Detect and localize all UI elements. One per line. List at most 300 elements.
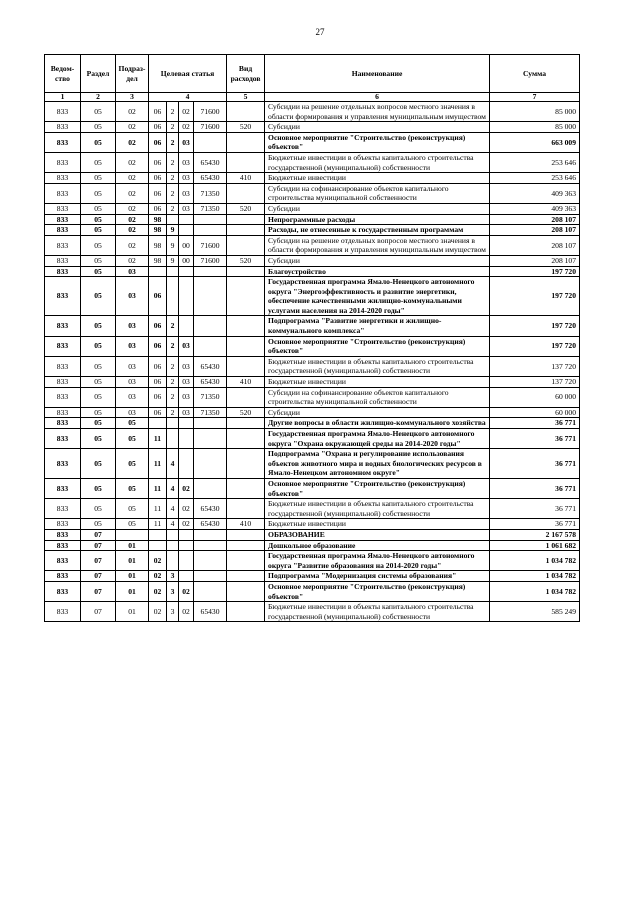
column-number-row — [45, 93, 580, 102]
cell-target-direction: 71350 — [194, 183, 227, 203]
cell-vid-raskhodov — [227, 581, 265, 601]
cell-target-activity: 03 — [179, 407, 194, 418]
cell-target-subprogram: 2 — [167, 336, 179, 356]
cell-target-activity: 02 — [179, 581, 194, 601]
col-header-naimenovanie: Наименование — [265, 55, 490, 93]
cell-razdel: 05 — [81, 132, 116, 152]
cell-target-subprogram: 9 — [167, 225, 179, 236]
table-row — [45, 102, 580, 122]
cell-target-program: 06 — [149, 203, 167, 214]
table-row — [45, 602, 580, 622]
col-header-ved: Ведом-ство — [45, 55, 81, 93]
cell-podrazdel: 01 — [116, 571, 149, 582]
cell-podrazdel: 01 — [116, 540, 149, 551]
cell-ved: 833 — [45, 581, 81, 601]
cell-summa: 409 363 — [490, 183, 580, 203]
cell-target-subprogram: 2 — [167, 387, 179, 407]
cell-naimenovanie: Субсидии на решение отдельных вопросов местного значения в области формирования и управления муниципальным имуществом — [265, 102, 490, 122]
cell-podrazdel: 02 — [116, 183, 149, 203]
cell-razdel: 05 — [81, 102, 116, 122]
column-number: 6 — [265, 93, 490, 102]
cell-razdel: 05 — [81, 225, 116, 236]
cell-summa: 36 771 — [490, 418, 580, 429]
cell-ved: 833 — [45, 529, 81, 540]
cell-target-activity — [179, 316, 194, 336]
cell-vid-raskhodov — [227, 499, 265, 519]
cell-razdel: 05 — [81, 387, 116, 407]
cell-target-program: 06 — [149, 132, 167, 152]
cell-naimenovanie: Бюджетные инвестиции в объекты капитального строительства государственной (муниципальной) собственности — [265, 152, 490, 172]
cell-target-direction — [194, 214, 227, 225]
cell-ved: 833 — [45, 499, 81, 519]
cell-ved: 833 — [45, 429, 81, 449]
cell-target-subprogram — [167, 214, 179, 225]
cell-summa: 36 771 — [490, 499, 580, 519]
cell-summa: 1 061 682 — [490, 540, 580, 551]
cell-summa: 208 107 — [490, 255, 580, 266]
cell-target-activity — [179, 429, 194, 449]
table-row — [45, 519, 580, 530]
cell-target-program: 02 — [149, 602, 167, 622]
cell-target-activity — [179, 529, 194, 540]
cell-naimenovanie: Субсидии — [265, 203, 490, 214]
cell-vid-raskhodov — [227, 429, 265, 449]
cell-target-program: 06 — [149, 377, 167, 388]
cell-target-program: 06 — [149, 122, 167, 133]
cell-vid-raskhodov — [227, 449, 265, 479]
table-row — [45, 266, 580, 277]
cell-target-subprogram: 2 — [167, 122, 179, 133]
cell-ved: 833 — [45, 152, 81, 172]
cell-target-program — [149, 418, 167, 429]
cell-summa: 663 009 — [490, 132, 580, 152]
cell-target-program: 98 — [149, 225, 167, 236]
table-row — [45, 356, 580, 376]
cell-ved: 833 — [45, 255, 81, 266]
cell-razdel: 07 — [81, 551, 116, 571]
cell-target-subprogram: 2 — [167, 132, 179, 152]
cell-summa: 197 720 — [490, 316, 580, 336]
cell-target-direction — [194, 529, 227, 540]
cell-target-direction — [194, 132, 227, 152]
cell-target-activity — [179, 225, 194, 236]
cell-ved: 833 — [45, 602, 81, 622]
cell-razdel: 05 — [81, 407, 116, 418]
cell-naimenovanie: Основное мероприятие "Строительство (реконструкция) объектов" — [265, 581, 490, 601]
cell-podrazdel: 03 — [116, 407, 149, 418]
cell-razdel: 05 — [81, 255, 116, 266]
cell-vid-raskhodov — [227, 336, 265, 356]
column-number: 7 — [490, 93, 580, 102]
cell-vid-raskhodov — [227, 235, 265, 255]
column-number: 3 — [116, 93, 149, 102]
cell-summa: 197 720 — [490, 277, 580, 316]
cell-razdel: 05 — [81, 152, 116, 172]
cell-target-activity: 02 — [179, 122, 194, 133]
cell-naimenovanie: Субсидии на софинансирование объектов капитального строительства муниципальной собственности — [265, 387, 490, 407]
cell-summa: 1 034 782 — [490, 581, 580, 601]
cell-target-program — [149, 266, 167, 277]
cell-vid-raskhodov — [227, 571, 265, 582]
table-row — [45, 225, 580, 236]
cell-razdel: 07 — [81, 529, 116, 540]
cell-razdel: 05 — [81, 449, 116, 479]
cell-naimenovanie: Государственная программа Ямало-Ненецкого автономного округа "Охрана окружающей среды на 2014-2020 годы" — [265, 429, 490, 449]
table-row — [45, 336, 580, 356]
table-row — [45, 152, 580, 172]
cell-target-direction — [194, 316, 227, 336]
table-row — [45, 499, 580, 519]
cell-vid-raskhodov — [227, 266, 265, 277]
cell-target-activity: 03 — [179, 336, 194, 356]
cell-target-subprogram: 4 — [167, 449, 179, 479]
column-number: 5 — [227, 93, 265, 102]
cell-target-activity: 03 — [179, 356, 194, 376]
cell-naimenovanie: Основное мероприятие "Строительство (реконструкция) объектов" — [265, 478, 490, 498]
cell-razdel: 05 — [81, 356, 116, 376]
cell-vid-raskhodov — [227, 132, 265, 152]
cell-target-direction: 65430 — [194, 356, 227, 376]
cell-vid-raskhodov — [227, 356, 265, 376]
cell-target-subprogram: 9 — [167, 235, 179, 255]
cell-podrazdel: 02 — [116, 102, 149, 122]
cell-podrazdel: 01 — [116, 581, 149, 601]
table-row — [45, 529, 580, 540]
column-number: 1 — [45, 93, 81, 102]
cell-target-activity — [179, 266, 194, 277]
cell-target-subprogram — [167, 266, 179, 277]
cell-vid-raskhodov — [227, 277, 265, 316]
cell-summa: 85 000 — [490, 102, 580, 122]
cell-target-program: 98 — [149, 214, 167, 225]
cell-vid-raskhodov — [227, 214, 265, 225]
cell-target-subprogram: 2 — [167, 102, 179, 122]
cell-target-subprogram: 3 — [167, 602, 179, 622]
cell-target-activity — [179, 449, 194, 479]
cell-ved: 833 — [45, 387, 81, 407]
cell-target-direction — [194, 277, 227, 316]
table-row — [45, 277, 580, 316]
cell-podrazdel: 02 — [116, 122, 149, 133]
cell-target-activity — [179, 277, 194, 316]
cell-target-subprogram — [167, 429, 179, 449]
cell-target-direction — [194, 225, 227, 236]
cell-naimenovanie: Дошкольное образование — [265, 540, 490, 551]
cell-razdel: 05 — [81, 235, 116, 255]
cell-target-activity: 03 — [179, 152, 194, 172]
cell-razdel: 07 — [81, 581, 116, 601]
header-row — [45, 55, 580, 93]
cell-naimenovanie: Государственная программа Ямало-Ненецкого автономного округа "Энергоэффективность и развитие энергетики, обеспечение качественными жилищно-коммунальными услугами населения на 2014-2020 годы" — [265, 277, 490, 316]
cell-target-activity: 02 — [179, 602, 194, 622]
budget-table — [44, 54, 580, 622]
cell-summa: 1 034 782 — [490, 571, 580, 582]
cell-target-program: 06 — [149, 356, 167, 376]
cell-razdel: 05 — [81, 336, 116, 356]
column-number: 4 — [149, 93, 227, 102]
cell-target-direction — [194, 478, 227, 498]
cell-target-activity — [179, 571, 194, 582]
cell-target-subprogram — [167, 418, 179, 429]
cell-razdel: 05 — [81, 377, 116, 388]
cell-target-program: 06 — [149, 173, 167, 184]
cell-naimenovanie: Субсидии на решение отдельных вопросов местного значения в области формирования и управления муниципальным имуществом — [265, 235, 490, 255]
cell-target-activity: 00 — [179, 255, 194, 266]
cell-target-direction: 65430 — [194, 519, 227, 530]
cell-podrazdel: 01 — [116, 551, 149, 571]
cell-naimenovanie: Субсидии — [265, 122, 490, 133]
cell-ved: 833 — [45, 203, 81, 214]
cell-podrazdel: 02 — [116, 173, 149, 184]
cell-podrazdel: 05 — [116, 449, 149, 479]
cell-naimenovanie: Расходы, не отнесенные к государственным программам — [265, 225, 490, 236]
cell-target-program: 11 — [149, 519, 167, 530]
cell-target-activity: 02 — [179, 478, 194, 498]
cell-target-direction: 71600 — [194, 122, 227, 133]
cell-target-subprogram: 4 — [167, 499, 179, 519]
cell-razdel: 05 — [81, 173, 116, 184]
table-row — [45, 407, 580, 418]
cell-razdel: 05 — [81, 316, 116, 336]
table-row — [45, 214, 580, 225]
table-row — [45, 132, 580, 152]
cell-target-activity: 00 — [179, 235, 194, 255]
table-row — [45, 183, 580, 203]
cell-vid-raskhodov — [227, 152, 265, 172]
cell-ved: 833 — [45, 316, 81, 336]
cell-naimenovanie: Основное мероприятие "Строительство (реконструкция) объектов" — [265, 132, 490, 152]
cell-target-direction: 65430 — [194, 377, 227, 388]
cell-target-activity: 03 — [179, 377, 194, 388]
cell-target-activity: 03 — [179, 132, 194, 152]
cell-target-program: 11 — [149, 478, 167, 498]
cell-razdel: 07 — [81, 571, 116, 582]
cell-summa: 36 771 — [490, 478, 580, 498]
cell-ved: 833 — [45, 235, 81, 255]
cell-target-program: 06 — [149, 316, 167, 336]
table-row — [45, 581, 580, 601]
cell-vid-raskhodov: 410 — [227, 173, 265, 184]
cell-target-direction: 71600 — [194, 255, 227, 266]
table-row — [45, 540, 580, 551]
table-row — [45, 316, 580, 336]
cell-target-subprogram: 4 — [167, 519, 179, 530]
col-header-vid-raskhodov: Вид расходов — [227, 55, 265, 93]
cell-target-program — [149, 540, 167, 551]
cell-target-direction: 71350 — [194, 387, 227, 407]
cell-summa: 137 720 — [490, 377, 580, 388]
cell-target-subprogram: 2 — [167, 356, 179, 376]
cell-razdel: 05 — [81, 122, 116, 133]
cell-target-subprogram — [167, 529, 179, 540]
cell-target-program: 06 — [149, 387, 167, 407]
cell-target-subprogram: 3 — [167, 571, 179, 582]
cell-summa: 36 771 — [490, 519, 580, 530]
col-header-podrazdel: Подраз-дел — [116, 55, 149, 93]
cell-razdel: 05 — [81, 183, 116, 203]
cell-target-direction — [194, 581, 227, 601]
cell-target-direction: 65430 — [194, 499, 227, 519]
table-row — [45, 429, 580, 449]
cell-target-activity — [179, 540, 194, 551]
cell-target-direction: 71600 — [194, 235, 227, 255]
cell-target-direction: 71600 — [194, 102, 227, 122]
cell-summa: 253 646 — [490, 173, 580, 184]
cell-vid-raskhodov — [227, 102, 265, 122]
cell-target-program: 06 — [149, 277, 167, 316]
cell-target-direction — [194, 551, 227, 571]
cell-target-activity: 03 — [179, 173, 194, 184]
cell-target-direction: 65430 — [194, 152, 227, 172]
cell-razdel: 05 — [81, 266, 116, 277]
cell-naimenovanie: Бюджетные инвестиции в объекты капитального строительства государственной (муниципальной) собственности — [265, 602, 490, 622]
table-row — [45, 418, 580, 429]
cell-target-program: 06 — [149, 336, 167, 356]
cell-target-program: 98 — [149, 235, 167, 255]
cell-target-program: 02 — [149, 571, 167, 582]
cell-target-program: 11 — [149, 429, 167, 449]
cell-ved: 833 — [45, 102, 81, 122]
table-body — [45, 102, 580, 622]
cell-ved: 833 — [45, 336, 81, 356]
cell-naimenovanie: Подпрограмма "Модернизация системы образования" — [265, 571, 490, 582]
cell-razdel: 07 — [81, 602, 116, 622]
table-row — [45, 551, 580, 571]
cell-ved: 833 — [45, 407, 81, 418]
cell-summa: 409 363 — [490, 203, 580, 214]
cell-ved: 833 — [45, 183, 81, 203]
cell-vid-raskhodov — [227, 183, 265, 203]
cell-ved: 833 — [45, 551, 81, 571]
cell-summa: 2 167 578 — [490, 529, 580, 540]
cell-naimenovanie: Другие вопросы в области жилищно-коммунального хозяйства — [265, 418, 490, 429]
cell-podrazdel: 03 — [116, 356, 149, 376]
cell-target-activity: 03 — [179, 203, 194, 214]
cell-target-subprogram: 2 — [167, 183, 179, 203]
cell-target-direction — [194, 266, 227, 277]
cell-naimenovanie: ОБРАЗОВАНИЕ — [265, 529, 490, 540]
cell-ved: 833 — [45, 519, 81, 530]
table-row — [45, 478, 580, 498]
cell-summa: 585 249 — [490, 602, 580, 622]
cell-vid-raskhodov — [227, 529, 265, 540]
cell-razdel: 05 — [81, 277, 116, 316]
table-row — [45, 255, 580, 266]
cell-vid-raskhodov: 410 — [227, 377, 265, 388]
cell-razdel: 05 — [81, 499, 116, 519]
cell-target-activity — [179, 551, 194, 571]
cell-ved: 833 — [45, 214, 81, 225]
cell-naimenovanie: Субсидии — [265, 407, 490, 418]
cell-podrazdel: 02 — [116, 152, 149, 172]
cell-naimenovanie: Субсидии — [265, 255, 490, 266]
cell-razdel: 05 — [81, 418, 116, 429]
cell-target-program — [149, 529, 167, 540]
table-row — [45, 449, 580, 479]
cell-vid-raskhodov — [227, 316, 265, 336]
cell-summa: 60 000 — [490, 387, 580, 407]
cell-target-subprogram: 2 — [167, 203, 179, 214]
cell-target-subprogram — [167, 540, 179, 551]
cell-vid-raskhodov — [227, 551, 265, 571]
cell-podrazdel: 02 — [116, 235, 149, 255]
cell-vid-raskhodov — [227, 225, 265, 236]
cell-naimenovanie: Бюджетные инвестиции в объекты капитального строительства государственной (муниципальной) собственности — [265, 499, 490, 519]
cell-podrazdel: 01 — [116, 602, 149, 622]
cell-target-program: 11 — [149, 499, 167, 519]
cell-target-subprogram — [167, 551, 179, 571]
cell-target-subprogram: 2 — [167, 377, 179, 388]
cell-vid-raskhodov — [227, 540, 265, 551]
cell-vid-raskhodov: 410 — [227, 519, 265, 530]
cell-summa: 253 646 — [490, 152, 580, 172]
cell-podrazdel: 03 — [116, 316, 149, 336]
cell-summa: 60 000 — [490, 407, 580, 418]
cell-target-subprogram: 3 — [167, 581, 179, 601]
cell-target-activity: 03 — [179, 183, 194, 203]
cell-target-activity: 02 — [179, 499, 194, 519]
cell-razdel: 05 — [81, 429, 116, 449]
table-row — [45, 173, 580, 184]
cell-naimenovanie: Бюджетные инвестиции — [265, 377, 490, 388]
cell-ved: 833 — [45, 478, 81, 498]
cell-podrazdel: 05 — [116, 478, 149, 498]
cell-naimenovanie: Подпрограмма "Развитие энергетики и жилищно-коммунального комплекса" — [265, 316, 490, 336]
cell-podrazdel: 02 — [116, 203, 149, 214]
cell-podrazdel: 02 — [116, 225, 149, 236]
cell-ved: 833 — [45, 540, 81, 551]
cell-target-program: 02 — [149, 551, 167, 571]
cell-target-activity: 02 — [179, 102, 194, 122]
cell-razdel: 05 — [81, 519, 116, 530]
cell-ved: 833 — [45, 225, 81, 236]
cell-podrazdel: 03 — [116, 277, 149, 316]
cell-podrazdel — [116, 529, 149, 540]
cell-target-subprogram: 2 — [167, 152, 179, 172]
cell-podrazdel: 02 — [116, 255, 149, 266]
cell-target-activity — [179, 418, 194, 429]
cell-podrazdel: 05 — [116, 429, 149, 449]
cell-ved: 833 — [45, 377, 81, 388]
table-row — [45, 235, 580, 255]
cell-naimenovanie: Бюджетные инвестиции — [265, 519, 490, 530]
cell-target-direction: 71350 — [194, 203, 227, 214]
col-header-summa: Сумма — [490, 55, 580, 93]
cell-summa: 85 000 — [490, 122, 580, 133]
cell-summa: 137 720 — [490, 356, 580, 376]
cell-target-program: 06 — [149, 407, 167, 418]
cell-summa: 208 107 — [490, 235, 580, 255]
cell-target-direction — [194, 571, 227, 582]
cell-vid-raskhodov: 520 — [227, 122, 265, 133]
cell-razdel: 07 — [81, 540, 116, 551]
cell-razdel: 05 — [81, 203, 116, 214]
cell-target-direction: 65430 — [194, 602, 227, 622]
cell-target-program: 06 — [149, 183, 167, 203]
cell-naimenovanie: Непрограммные расходы — [265, 214, 490, 225]
table-row — [45, 387, 580, 407]
cell-naimenovanie: Государственная программа Ямало-Ненецкого автономного округа "Развитие образования на 2014-2020 годы" — [265, 551, 490, 571]
cell-vid-raskhodov — [227, 602, 265, 622]
cell-vid-raskhodov: 520 — [227, 407, 265, 418]
cell-vid-raskhodov: 520 — [227, 203, 265, 214]
cell-target-subprogram: 9 — [167, 255, 179, 266]
cell-target-program: 06 — [149, 102, 167, 122]
cell-naimenovanie: Подпрограмма "Охрана и регулирование использования объектов животного мира и водных биологических ресурсов в Ямало-Ненецком автономном округе" — [265, 449, 490, 479]
cell-vid-raskhodov: 520 — [227, 255, 265, 266]
column-number: 2 — [81, 93, 116, 102]
cell-ved: 833 — [45, 571, 81, 582]
